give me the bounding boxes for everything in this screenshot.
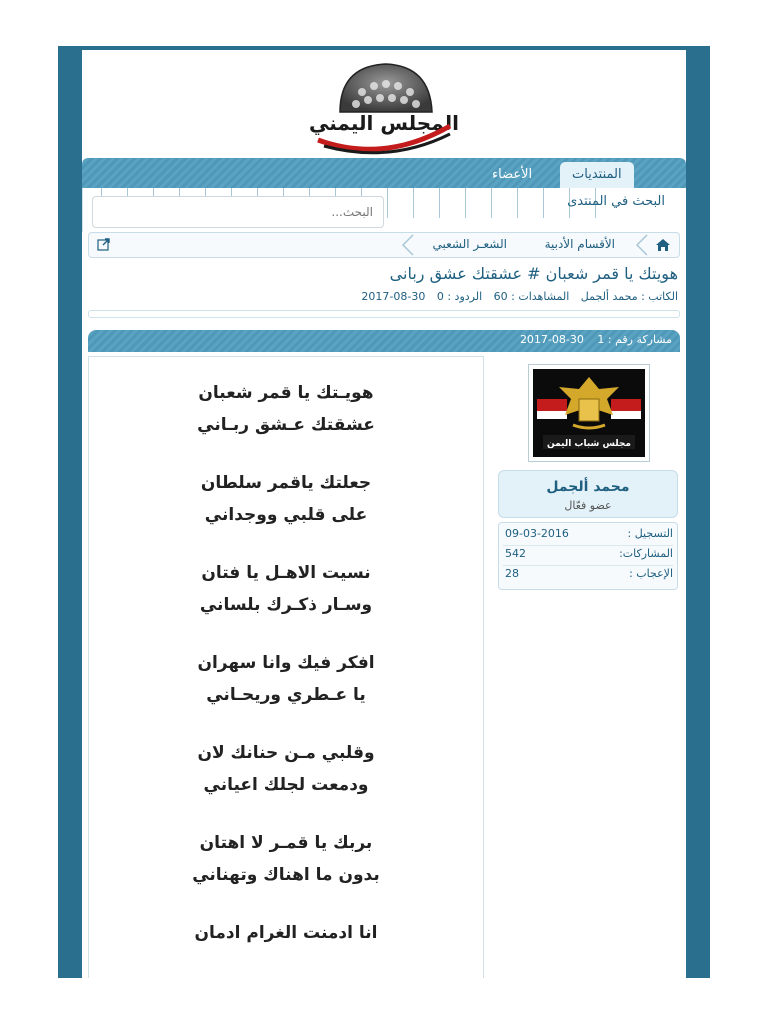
poem-line: هويـتك يا قمر شعبان [198,383,374,403]
poem [89,377,483,975]
thread-replies: الردود : 0 [436,290,483,303]
page-frame [58,46,710,978]
search-box[interactable] [92,196,384,228]
breadcrumb-item-folk-poetry[interactable]: الشعـر الشعبي [432,237,507,251]
poem-stanza [89,737,483,801]
chevron-left-icon [401,233,415,257]
svg-text:مجلس شباب اليمن: مجلس شباب اليمن [547,439,631,449]
user-stats [498,522,678,590]
nav-divider [517,188,518,218]
tab-members[interactable]: الأعضاء [492,167,533,182]
main-navbar [82,158,686,188]
nav-divider [413,188,414,218]
stat-value: 28 [505,567,519,580]
poem-stanza [89,467,483,531]
poem-line: افكر فيك وانا سهران [197,653,375,673]
thread-meta [353,290,678,303]
poem-line: وسـار ذكـرك بلساني [199,595,373,615]
poem-line: جعلتك ياقمر سلطان [200,473,372,493]
post-user-sidebar [492,356,682,978]
stat-row [503,547,673,566]
post-number-label[interactable]: مشاركة رقم : 1 [597,333,672,346]
external-link-icon[interactable] [97,237,111,251]
thread-title: هويتك يا قمر شعبان # عشقتك عشق ربانى [389,264,678,283]
user-rank: عضو فعّال [564,499,612,512]
stat-label: الإعجاب : [629,567,673,580]
site-logo[interactable] [300,56,466,156]
nav-divider [543,188,544,218]
tab-forums[interactable]: المنتديات [560,162,634,188]
page-container [82,50,686,978]
post-date: 30-08-2017 [519,333,584,346]
poem-line: ودمعت لجلك اعياني [203,775,369,795]
nav-divider [387,188,388,218]
stat-label: التسجيل : [627,527,673,540]
user-card [498,470,678,518]
poem-stanza [89,377,483,441]
chevron-left-icon [635,233,649,257]
home-icon[interactable] [655,237,671,253]
post-header-bar [88,330,680,352]
stat-row [503,567,673,585]
advanced-search-link[interactable]: البحث في المنتدى [567,194,665,209]
poem-line: بدون ما اهناك وتهناني [192,865,380,885]
search-input[interactable] [101,197,375,227]
avatar-frame[interactable] [528,364,650,462]
poem-line: نسيت الاهـل يا فتان [201,563,371,583]
thread-date: 30-08-2017 [361,290,426,303]
breadcrumb-item-literary[interactable]: الأقسام الأدبية [544,237,615,251]
thread-author[interactable]: الكاتب : محمد ألجمل [580,290,678,303]
poem-line: بربك يا قمـر لا اهتان [199,833,373,853]
post-number [510,333,672,346]
poem-line: وقلبي مـن حنانك لان [197,743,375,763]
poem-stanza [89,827,483,891]
nav-divider [491,188,492,218]
poem-line: انا ادمنت الغرام ادمان [194,923,378,943]
poem-line: يا عـطري وريحـاني [206,685,366,705]
svg-text:المجلس اليمني: المجلس اليمني [309,111,459,135]
nav-divider [439,188,440,218]
poem-stanza [89,647,483,711]
divider [88,310,680,318]
stat-row [503,527,673,546]
poem-line: على قلبي ووجداني [204,505,368,525]
stat-value: 542 [505,547,526,560]
username[interactable]: محمد ألجمل [546,479,630,495]
breadcrumb [88,232,680,258]
thread-views: المشاهدات : 60 [493,290,570,303]
post-content [88,356,484,978]
poem-stanza [89,917,483,949]
poem-line: عشقتك عـشق ربـاني [197,415,375,435]
stat-label: المشاركات: [619,547,673,560]
poem-stanza [89,557,483,621]
stat-value: 09-03-2016 [505,527,569,540]
avatar[interactable] [533,369,645,457]
nav-divider [465,188,466,218]
